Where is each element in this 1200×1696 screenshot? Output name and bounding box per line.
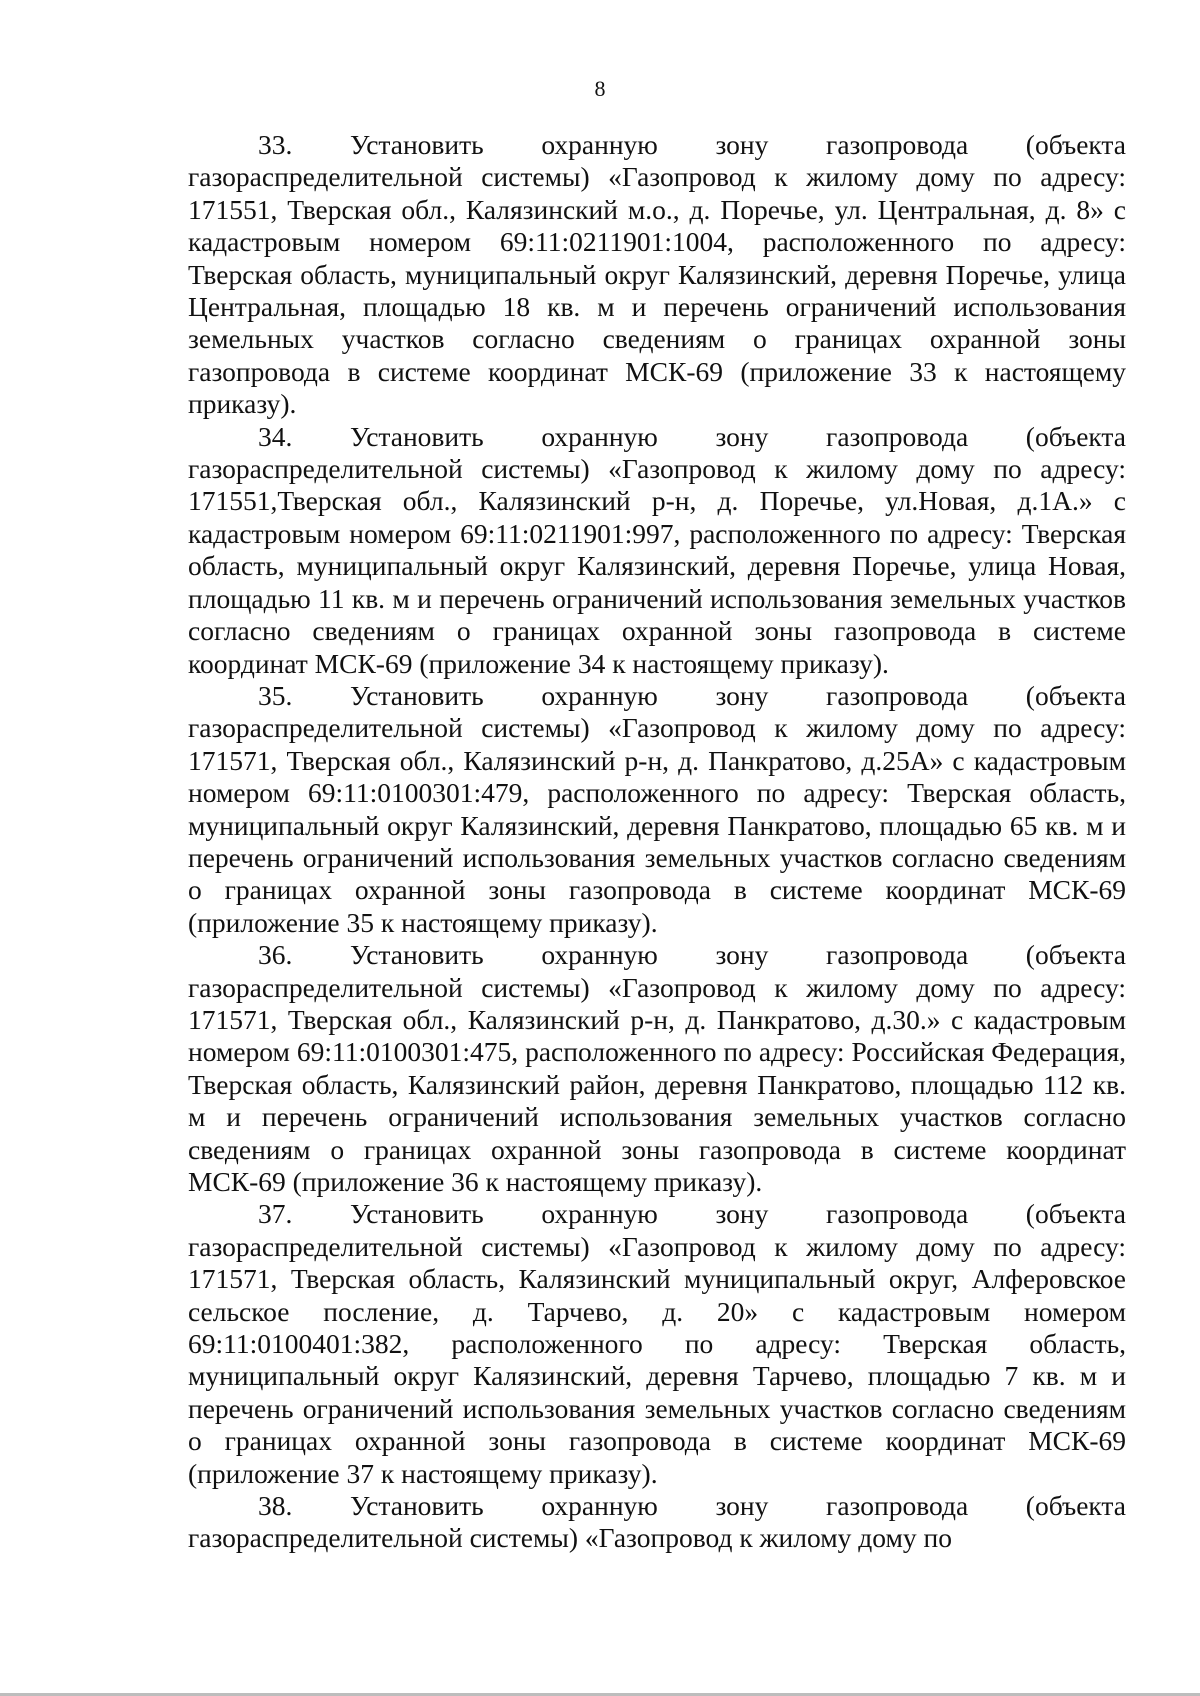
paragraph-36: 36. Установить охранную зону газопровода (объекта газораспределительной системы) «Газопровод к жилому дому по адресу: 171571, Тверская обл., Калязинский р-н, д. Панкратово, д.30.» с кадастровым номером 69:11:0100301:475, расположенного по адресу: Российская Федерация, Тверская область, Калязинский район, деревня Панкратово, площадью 112 кв. м и перечень ограничений использования земельных участков согласно сведениям о границах охранной зоны газопровода в системе координат МСК-69 (приложение 36 к настоящему приказу). bbox=[188, 939, 1126, 1197]
page-number: 8 bbox=[594, 76, 606, 101]
paragraph-35: 35. Установить охранную зону газопровода (объекта газораспределительной системы) «Газопровод к жилому дому по адресу: 171571, Тверская обл., Калязинский р-н, д. Панкратово, д.25А» с кадастровым номером 69:11:0100301:479, расположенного по адресу: Тверская область, муниципальный округ Калязинский, деревня Панкратово, площадью 65 кв. м и перечень ограничений использования земельных участков согласно сведениям о границах охранной зоны газопровода в системе координат МСК-69 (приложение 35 к настоящему приказу). bbox=[188, 679, 1126, 938]
paragraph-33: 33. Установить охранную зону газопровода (объекта газораспределительной системы) «Газопровод к жилому дому по адресу: 171551, Тверская обл., Калязинский м.о., д. Поречье, ул. Центральная, д. 8» с кадастровым номером 69:11:0211901:1004, расположенного по адресу: Тверская область, муниципальный округ Калязинский, деревня Поречье, улица Центральная, площадью 18 кв. м и перечень ограничений использования земельных участков согласно сведениям о границах охранной зоны газопровода в системе координат МСК-69 (приложение 33 к настоящему приказу). bbox=[188, 129, 1126, 420]
paragraph-38: 38. Установить охранную зону газопровода (объекта газораспределительной системы) «Газопровод к жилому дому по bbox=[188, 1490, 1126, 1554]
document-body bbox=[188, 129, 1126, 1555]
paragraph-34: 34. Установить охранную зону газопровода (объекта газораспределительной системы) «Газопровод к жилому дому по адресу: 171551,Тверская обл., Калязинский р-н, д. Поречье, ул.Новая, д.1А.» с кадастровым номером 69:11:0211901:997, расположенного по адресу: Тверская область, муниципальный округ Калязинский, деревня Поречье, улица Новая, площадью 11 кв. м и перечень ограничений использования земельных участков согласно сведениям о границах охранной зоны газопровода в системе координат МСК-69 (приложение 34 к настоящему приказу). bbox=[188, 420, 1126, 679]
paragraph-37: 37. Установить охранную зону газопровода (объекта газораспределительной системы) «Газопровод к жилому дому по адресу: 171571, Тверская область, Калязинский муниципальный округ, Алферовское сельское посление, д. Тарчево, д. 20» с кадастровым номером 69:11:0100401:382, расположенного по адресу: Тверская область, муниципальный округ Калязинский, деревня Тарчево, площадью 7 кв. м и перечень ограничений использования земельных участков согласно сведениям о границах охранной зоны газопровода в системе координат МСК-69 (приложение 37 к настоящему приказу). bbox=[188, 1198, 1126, 1489]
